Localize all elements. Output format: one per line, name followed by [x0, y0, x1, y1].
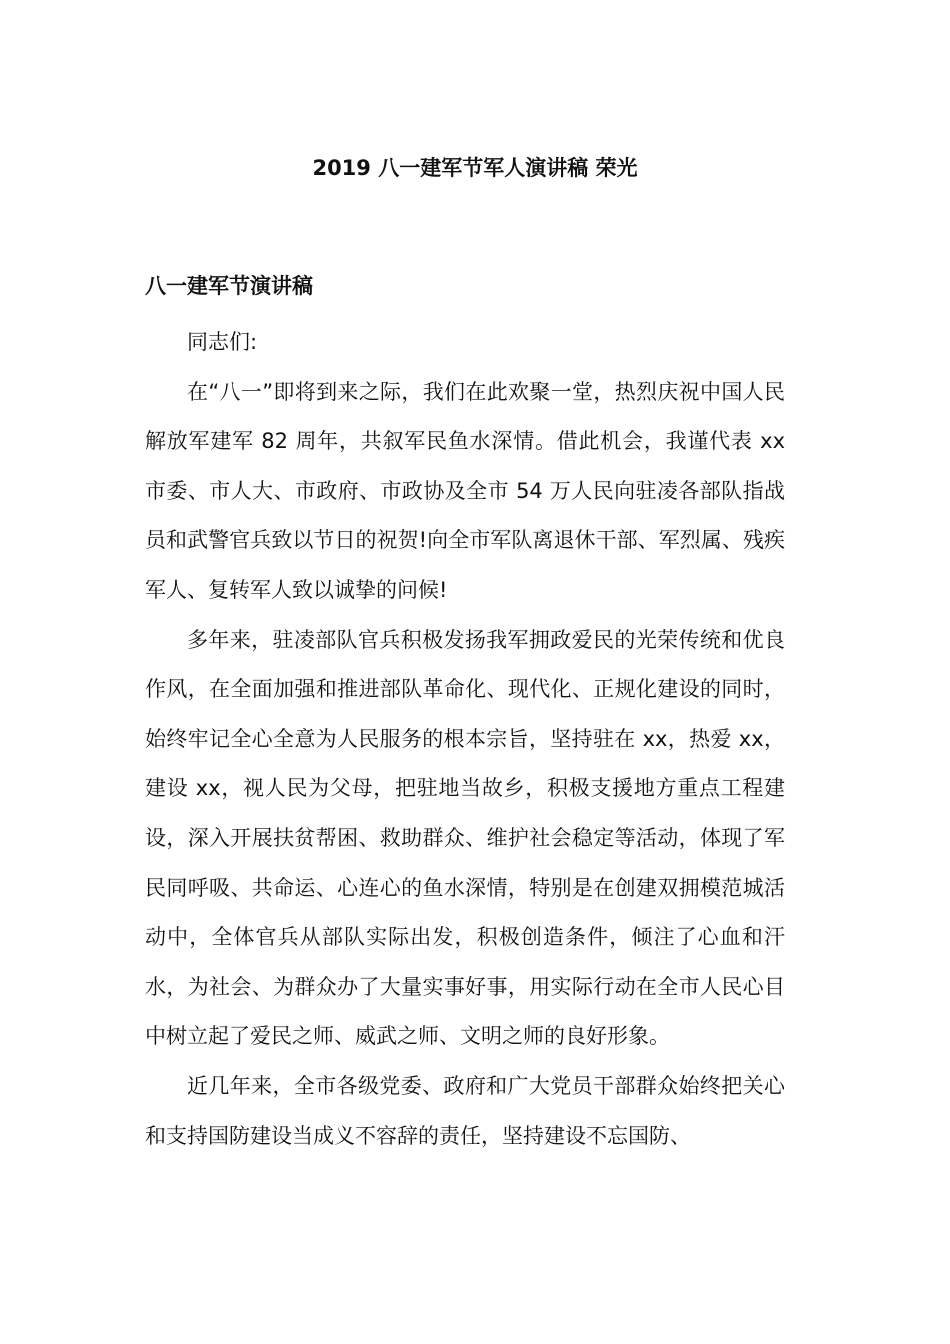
paragraph: 多年来，驻凌部队官兵积极发扬我军拥政爱民的光荣传统和优良作风，在全面加强和推进部队革命化、现代化、正规化建设的同时，始终牢记全心全意为人民服务的根本宗旨，坚持驻在 xx，热爱 xx，建设 xx，视人民为父母，把驻地当故乡，积极支援地方重点工程建设，深入开展扶贫帮困、救助群众、维护社会稳定等活动，体现了军民同呼吸、共命运、心连心的鱼水深情，特别是在创建双拥模范城活动中，全体官兵从部队实际出发，积极创造条件，倾注了心血和汗水，为社会、为群众办了大量实事好事，用实际行动在全市人民心目中树立起了爱民之师、威武之师、文明之师的良好形象。 — [145, 627, 785, 1049]
document-title: 2019 八一建军节军人演讲稿 荣光 — [312, 156, 638, 180]
section-heading: 八一建军节演讲稿 — [145, 274, 313, 298]
paragraph: 近几年来，全市各级党委、政府和广大党员干部群众始终把关心和支持国防建设当成义不容辞的责任，坚持建设不忘国防、 — [145, 1073, 785, 1148]
paragraph-salutation: 同志们: — [187, 330, 258, 354]
document-body — [145, 318, 785, 1161]
paragraph: 在“八一”即将到来之际，我们在此欢聚一堂，热烈庆祝中国人民解放军建军 82 周年，共叙军民鱼水深情。借此机会，我谨代表 xx 市委、市人大、市政府、市政协及全市 54 万人民向驻凌各部队指战员和武警官兵致以节日的祝贺!向全市军队离退休干部、军烈属、残疾军人、复转军人致以诚挚的问候! — [145, 379, 785, 602]
